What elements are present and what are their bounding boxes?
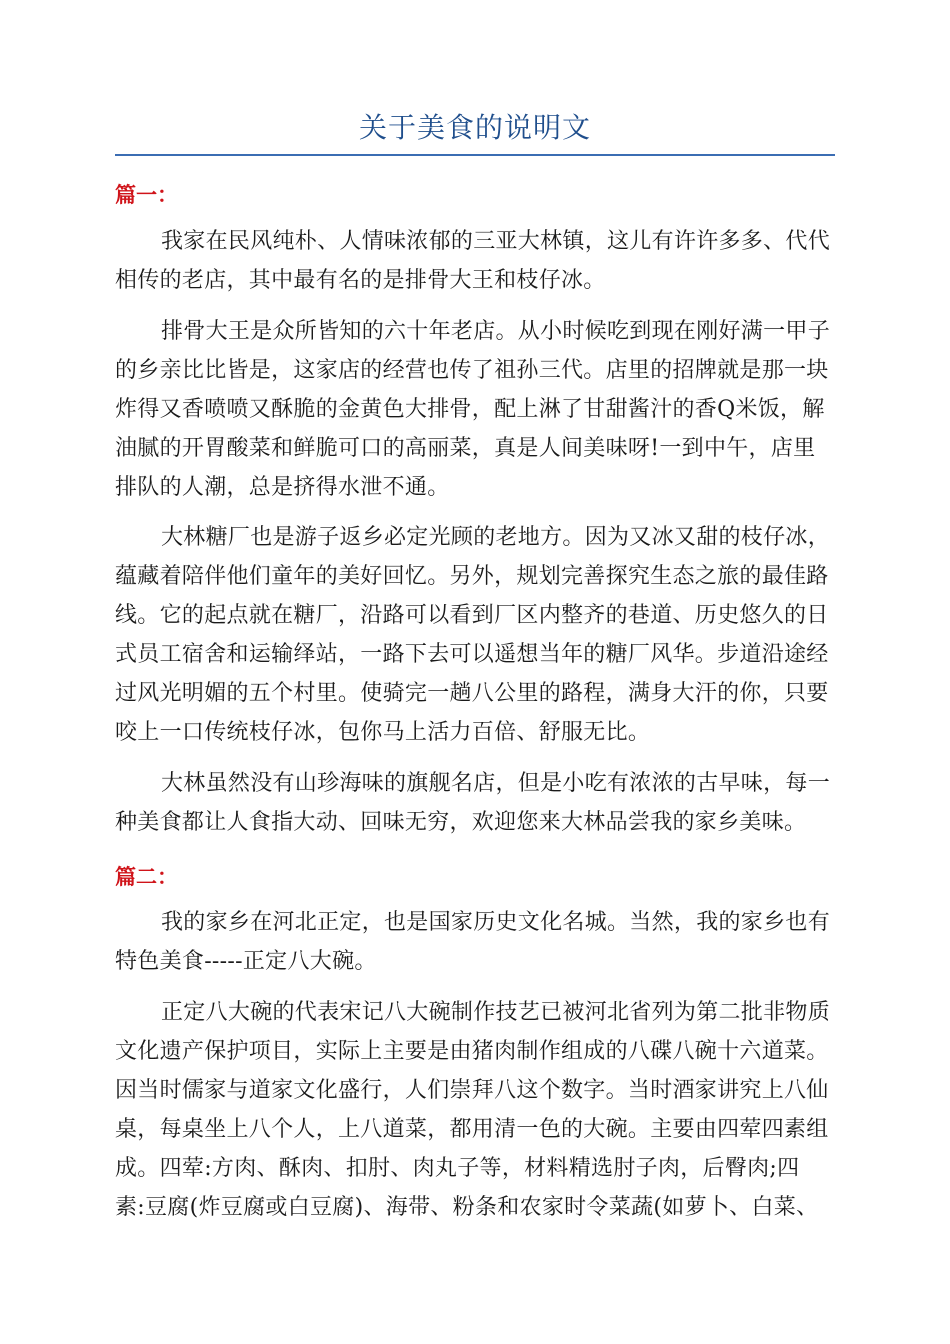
- paragraph-line: 的乡亲比比皆是，这家店的经营也传了祖孙三代。店里的招牌就是那一块: [115, 358, 829, 383]
- paragraph-line: 因当时儒家与道家文化盛行，人们崇拜八这个数字。当时酒家讲究上八仙: [115, 1078, 829, 1103]
- paragraph-line: 我的家乡在河北正定，也是国家历史文化名城。当然，我的家乡也有: [161, 910, 831, 935]
- paragraph: [115, 903, 833, 981]
- paragraph-line: 式员工宿舍和运输绎站，一路下去可以遥想当年的糖厂风华。步道沿途经: [115, 642, 829, 667]
- paragraph: [115, 764, 833, 842]
- paragraph-line: 种美食都让人食指大动、回味无穷，欢迎您来大林品尝我的家乡美味。: [115, 810, 807, 835]
- paragraph: [115, 993, 833, 1227]
- paragraph: [115, 518, 833, 752]
- paragraph-line: 素:豆腐(炸豆腐或白豆腐)、海带、粉条和农家时令菜蔬(如萝卜、白菜、: [115, 1195, 819, 1220]
- paragraph-line: 线。它的起点就在糖厂，沿路可以看到厂区内整齐的巷道、历史悠久的日: [115, 603, 829, 628]
- paragraph-line: 油腻的开胃酸菜和鲜脆可口的高丽菜，真是人间美味呀!一到中午，店里: [115, 436, 816, 461]
- paragraph-line: 成。四荤:方肉、酥肉、扣肘、肉丸子等，材料精选肘子肉，后臀肉;四: [115, 1156, 800, 1181]
- paragraph-line: 咬上一口传统枝仔冰，包你马上活力百倍、舒服无比。: [115, 720, 651, 745]
- paragraph-line: 桌，每桌坐上八个人，上八道菜，都用清一色的大碗。主要由四荤四素组: [115, 1117, 829, 1142]
- paragraph-line: 正定八大碗的代表宋记八大碗制作技艺已被河北省列为第二批非物质: [161, 1000, 831, 1025]
- paragraph-line: 排骨大王是众所皆知的六十年老店。从小时候吃到现在刚好满一甲子: [161, 319, 831, 344]
- paragraph: [115, 222, 833, 300]
- document-title: 关于美食的说明文: [358, 111, 591, 144]
- title-underline: [115, 154, 835, 156]
- paragraph-line: 炸得又香喷喷又酥脆的金黄色大排骨，配上淋了甘甜酱汁的香Q米饭，解: [115, 397, 825, 422]
- paragraph-line: 特色美食-----正定八大碗。: [115, 949, 377, 974]
- paragraph-line: 我家在民风纯朴、人情味浓郁的三亚大林镇，这儿有许许多多、代代: [161, 229, 831, 254]
- paragraph-line: 大林虽然没有山珍海味的旗舰名店，但是小吃有浓浓的古早味，每一: [161, 771, 831, 796]
- paragraph-line: 文化遗产保护项目，实际上主要是由猪肉制作组成的八碟八碗十六道菜。: [115, 1039, 829, 1064]
- paragraph-line: 过风光明媚的五个村里。使骑完一趟八公里的路程，满身大汗的你，只要: [115, 681, 829, 706]
- section-heading-2: 篇二：: [115, 865, 178, 889]
- paragraph-line: 大林糖厂也是游子返乡必定光顾的老地方。因为又冰又甜的枝仔冰，: [161, 525, 831, 550]
- section-heading-1: 篇一：: [115, 183, 178, 207]
- paragraph-line: 蕴藏着陪伴他们童年的美好回忆。另外，规划完善探究生态之旅的最佳路: [115, 564, 829, 589]
- paragraph-line: 相传的老店，其中最有名的是排骨大王和枝仔冰。: [115, 268, 606, 293]
- paragraph: [115, 312, 833, 507]
- paragraph-line: 排队的人潮，总是挤得水泄不通。: [115, 475, 450, 500]
